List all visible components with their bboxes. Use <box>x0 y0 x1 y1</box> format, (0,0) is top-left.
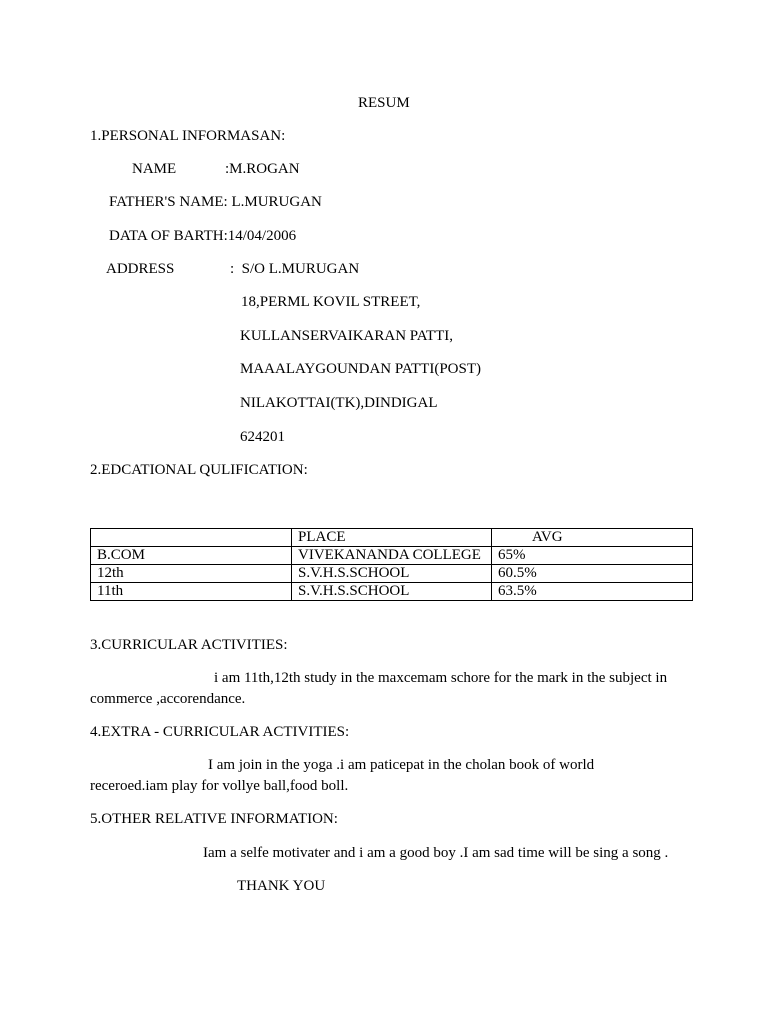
table-header-row <box>91 529 693 547</box>
extra-curricular-text: I am join in the yoga .i am paticepat in the cholan book of world <box>208 757 595 773</box>
address-pincode: 624201 <box>240 429 285 445</box>
education-table <box>90 528 693 601</box>
address-line: 18,PERML KOVIL STREET, <box>241 294 421 310</box>
date-of-birth-line: DATA OF BARTH:14/04/2006 <box>109 228 297 244</box>
closing-text: THANK YOU <box>237 878 326 894</box>
table-header-cell: AVG <box>492 529 693 547</box>
curricular-heading: 3.CURRICULAR ACTIVITIES: <box>90 637 288 653</box>
other-info-heading: 5.OTHER RELATIVE INFORMATION: <box>90 811 338 827</box>
table-cell: S.V.H.S.SCHOOL <box>292 565 492 583</box>
address-line-first: : S/O L.MURUGAN <box>230 261 360 277</box>
table-cell: 12th <box>91 565 292 583</box>
extra-curricular-text: receroed.iam play for vollye ball,food boll. <box>90 778 349 794</box>
other-info-text: Iam a selfe motivater and i am a good boy .I am sad time will be sing a song . <box>203 845 669 861</box>
address-line: KULLANSERVAIKARAN PATTI, <box>240 328 453 344</box>
curricular-text: commerce ,accorendance. <box>90 691 246 707</box>
name-value: :M.ROGAN <box>225 161 300 177</box>
table-header-cell <box>91 529 292 547</box>
table-cell: 65% <box>492 547 693 565</box>
table-header-cell: PLACE <box>292 529 492 547</box>
personal-heading: 1.PERSONAL INFORMASAN: <box>90 128 286 144</box>
table-cell: B.COM <box>91 547 292 565</box>
education-heading: 2.EDCATIONAL QULIFICATION: <box>90 462 308 478</box>
address-label: ADDRESS <box>106 261 175 277</box>
table-row <box>91 565 693 583</box>
father-name-line: FATHER'S NAME: L.MURUGAN <box>109 194 322 210</box>
name-label: NAME <box>132 161 177 177</box>
address-line: NILAKOTTAI(TK),DINDIGAL <box>240 395 438 411</box>
table-cell: 11th <box>91 583 292 601</box>
table-row <box>91 547 693 565</box>
extra-curricular-heading: 4.EXTRA - CURRICULAR ACTIVITIES: <box>90 724 350 740</box>
curricular-text: i am 11th,12th study in the maxcemam schore for the mark in the subject in <box>214 670 668 686</box>
table-cell: VIVEKANANDA COLLEGE <box>292 547 492 565</box>
table-cell: 60.5% <box>492 565 693 583</box>
table-row <box>91 583 693 601</box>
page-title: RESUM <box>358 95 410 111</box>
table-cell: S.V.H.S.SCHOOL <box>292 583 492 601</box>
address-line: MAAALAYGOUNDAN PATTI(POST) <box>240 361 481 377</box>
table-cell: 63.5% <box>492 583 693 601</box>
